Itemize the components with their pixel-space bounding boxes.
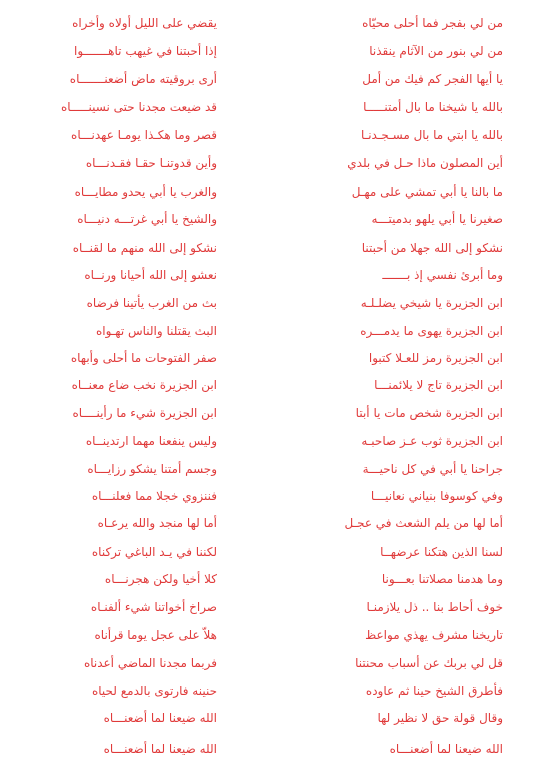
verse-second-half: هلاّ على عجل يوما قرأناه [94,628,217,642]
verse-row [0,568,537,590]
verse-second-half: أما لها منجد والله يرعـاه [97,516,217,530]
verse-second-half: صفر الفتوحات ما أحلى وأبهاه [70,351,217,365]
verse-row [0,596,537,618]
verse-second-half: حنينه فارتوى بالدمع لحياه [91,684,217,698]
verse-first-half: ابن الجزيرة ثوب عـز صاحبـه [361,434,503,448]
verse-first-half: الله ضيعنا لما أضعنـــاه [389,742,503,756]
verse-row [0,707,537,729]
verse-row [0,458,537,480]
verse-first-half: وما أبرئ نفسي إذ بـــــــ [382,268,503,282]
verse-row [0,237,537,259]
verse-first-half: تاريخنا مشرف يهذي مواعظ [365,628,503,642]
verse-row [0,40,537,62]
verse-row [0,68,537,90]
verse-row [0,124,537,146]
verse-first-half: أما لها من يلم الشعث في عجـل [344,516,503,530]
verse-row [0,512,537,534]
verse-second-half: صراخ أخواتنا شيء ألفنـاه [90,600,217,614]
verse-first-half: جراحنا يا أبي في كل ناحيـــة [362,462,503,476]
verse-row [0,738,537,760]
verse-second-half: وليس ينفعنا مهما ارتدينــاه [85,434,217,448]
verse-second-half: والشيخ يا أبي غرتـــه دنيـــاه [77,212,217,226]
verse-second-half: ابن الجزيرة نخب ضاع معنــاه [71,378,217,392]
verse-row [0,430,537,452]
verse-row [0,624,537,646]
verse-row [0,541,537,563]
verse-first-half: وقال قولة حق لا نظير لها [377,711,503,725]
verse-first-half: فأطرق الشيخ حينا ثم عاوده [365,684,503,698]
verse-second-half: بث من الغرب يأتينا فرضاه [86,296,217,310]
verse-row [0,485,537,507]
verse-second-half: الله ضيعنا لما أضعنـــاه [103,742,217,756]
verse-first-half: قل لي بربك عن أسباب محنتنا [355,656,503,670]
verse-row [0,264,537,286]
verse-first-half: بالله يا ابتي ما بال مسـجـدنـا [361,128,503,142]
verse-row [0,152,537,174]
verse-row [0,208,537,230]
verse-second-half: الله ضيعنا لما أضعنـــاه [103,711,217,725]
verse-first-half: صغيرنا يا أبي يلهو بدميتـــه [371,212,503,226]
verse-second-half: والغرب يا أبي يحدو مطايـــاه [74,185,217,199]
verse-second-half: ابن الجزيرة شيء ما رأينــــاه [72,406,217,420]
verse-second-half: وأين قدوتنـا حقـا فقـدنـــاه [85,156,217,170]
verse-first-half: أين المصلون ماذا حـل في بلدي [347,156,503,170]
verse-second-half: فربما مجدنا الماضي أعدناه [83,656,217,670]
verse-second-half: قد ضيعت مجدنا حتى نسينـــــاه [61,100,217,114]
verse-first-half: لسنا الذين هتكنا عرضهــا [380,545,503,559]
verse-row [0,374,537,396]
verse-first-half: خوف أحاط بنا .. ذل يلازمنـا [366,600,503,614]
verse-second-half: وجسم أمتنا يشكو رزايـــاه [87,462,217,476]
verse-row [0,320,537,342]
verse-second-half: البث يقتلنا والناس تهـواه [95,324,217,338]
verse-first-half: ابن الجزيرة شخص مات يا أبتا [355,406,503,420]
verse-second-half: أرى بروقيته ماض أضعنـــــــاه [69,72,217,86]
verse-row [0,402,537,424]
verse-second-half: نعشو إلى الله أحيانا ورنــاه [84,268,217,282]
verse-second-half: لكننا في يـد الباغي تركناه [91,545,217,559]
verse-second-half: قصر وما هكـذا يومـا عهدنـــاه [71,128,217,142]
verse-row [0,347,537,369]
verse-first-half: ابن الجزيرة رمز للعـلا كتبوا [368,351,503,365]
verse-second-half: إذا أحبتنا في غيهب تاهـــــــوا [74,44,217,58]
verse-first-half: ابن الجزيرة يهوى ما يدمـــره [360,324,503,338]
verse-first-half: وما هدمنا مصلاتنا بعـــونا [381,572,503,586]
verse-second-half: نشكو إلى الله منهم ما لقنــاه [72,241,217,255]
verse-first-half: ما بالنا يا أبي تمشي على مهـل [351,185,503,199]
verse-first-half: يا أيها الفجر كم فيك من أمل [362,72,503,86]
verse-row [0,181,537,203]
verse-row [0,652,537,674]
verse-second-half: كلا أخيا ولكن هجرنـــاه [104,572,217,586]
verse-second-half: يقضي على الليل أولاه وأخراه [72,16,217,30]
verse-row [0,680,537,702]
verse-first-half: وفي كوسوفا بنياني نعانيـــا [370,489,503,503]
verse-first-half: ابن الجزيرة تاج لا يلائمنـــا [374,378,503,392]
verse-first-half: من لي بنور من الآثام ينقذنا [369,44,503,58]
verse-row [0,292,537,314]
verse-first-half: بالله يا شيخنا ما بال أمتنـــــا [363,100,503,114]
verse-first-half: من لي بفجر فما أحلى محيّاه [362,16,503,30]
verse-second-half: فننزوي خجلا مما فعلنـــاه [91,489,217,503]
verse-row [0,12,537,34]
verse-first-half: نشكو إلى الله جهلا من أحبتنا [361,241,503,255]
verse-first-half: ابن الجزيرة يا شيخي يضلـلـه [360,296,503,310]
verse-row [0,96,537,118]
